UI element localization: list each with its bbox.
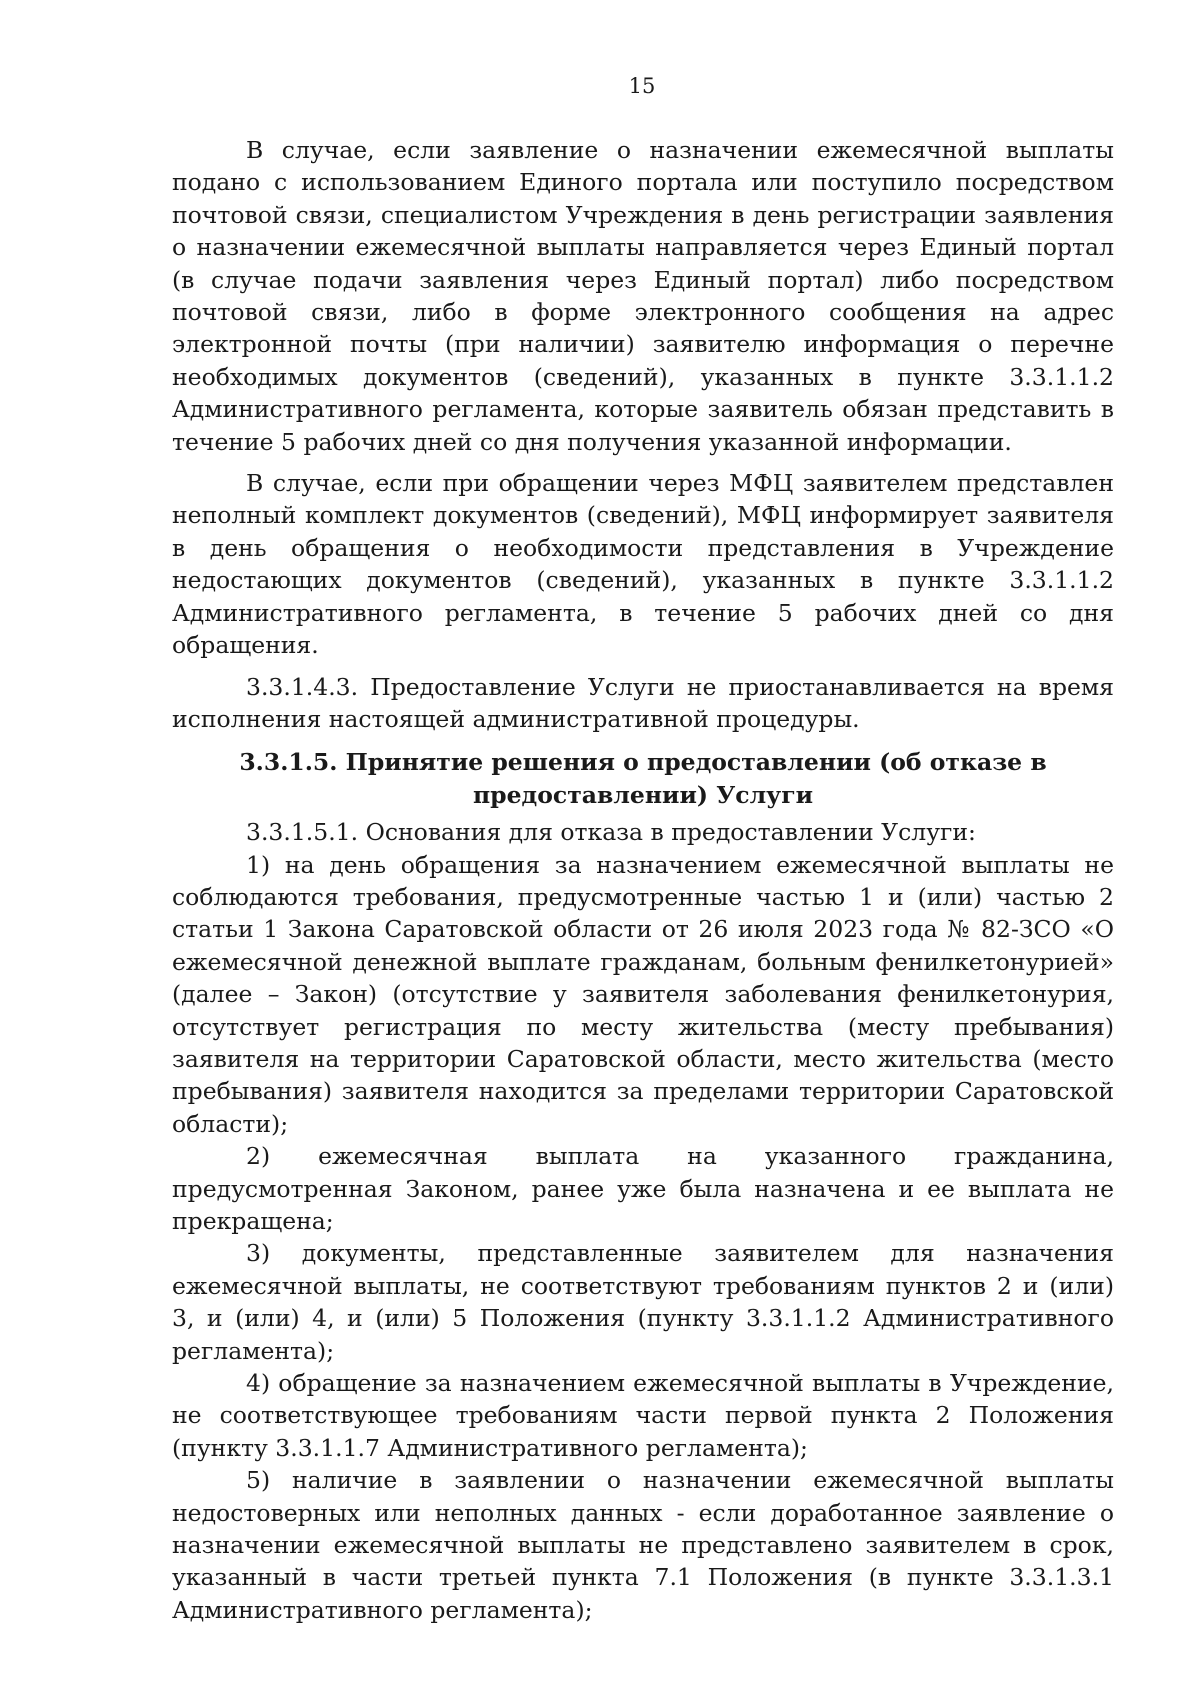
paragraph-3-3-1-4-3: 3.3.1.4.3. Предоставление Услуги не приостанавливается на время исполнения настоящей административной процедуры. [172, 672, 1114, 733]
paragraph-3-3-1-5-1: 3.3.1.5.1. Основания для отказа в предоставлении Услуги: [246, 818, 976, 847]
list-item-refusal-1: 1) на день обращения за назначением ежемесячной выплаты не соблюдаются требования, предусмотренные частью 1 и (или) частью 2 статьи 1 Закона Саратовской области от 26 июля 2023 года № 82-ЗСО «О ежемесячной денежной выплате гражданам, больным фенилкетонурией» (далее – Закон) (отсутствие у заявителя заболевания фенилкетонурия, отсутствует регистрация по месту жительства (месту пребывания) заявителя на территории Саратовской области, место жительства (место пребывания) заявителя находится за пределами территории Саратовской области); [172, 850, 1114, 1138]
paragraph-portal-submission: В случае, если заявление о назначении ежемесячной выплаты подано с использованием Единого портала или поступило посредством почтовой связи, специалистом Учреждения в день регистрации заявления о назначении ежемесячной выплаты направляется через Единый портал (в случае подачи заявления через Единый портал) либо посредством почтовой связи, либо в форме электронного сообщения на адрес электронной почты (при наличии) заявителю информация о перечне необходимых документов (сведений), указанных в пункте 3.3.1.1.2 Административного регламента, которые заявитель обязан представить в течение 5 рабочих дней со дня получения указанной информации. [172, 136, 1114, 456]
list-item-refusal-2: 2) ежемесячная выплата на указанного гражданина, предусмотренная Законом, ранее уже была назначена и ее выплата не прекращена; [172, 1142, 1114, 1235]
list-item-refusal-4: 4) обращение за назначением ежемесячной выплаты в Учреждение, не соответствующее требованиям части первой пункта 2 Положения (пункту 3.3.1.1.7 Административного регламента); [172, 1369, 1114, 1462]
list-item-refusal-5: 5) наличие в заявлении о назначении ежемесячной выплаты недостоверных или неполных данных - если доработанное заявление о назначении ежемесячной выплаты не представлено заявителем в срок, указанный в части третьей пункта 7.1 Положения (в пункте 3.3.1.3.1 Административного регламента); [172, 1466, 1114, 1624]
page-number: 15 [628, 74, 656, 98]
list-item-refusal-3: 3) документы, представленные заявителем для назначения ежемесячной выплаты, не соответствуют требованиям пунктов 2 и (или) 3, и (или) 4, и (или) 5 Положения (пункту 3.3.1.1.2 Административного регламента); [172, 1239, 1114, 1365]
document-body [172, 134, 1114, 1626]
section-heading-3-3-1-5: 3.3.1.5. Принятие решения о предоставлении (об отказе в предоставлении) Услуги [239, 748, 1047, 809]
paragraph-mfc-incomplete: В случае, если при обращении через МФЦ заявителем представлен неполный комплект документов (сведений), МФЦ информирует заявителя в день обращения о необходимости представления в Учреждение недостающих документов (сведений), указанных в пункте 3.3.1.1.2 Административного регламента, в течение 5 рабочих дней со дня обращения. [172, 469, 1114, 660]
